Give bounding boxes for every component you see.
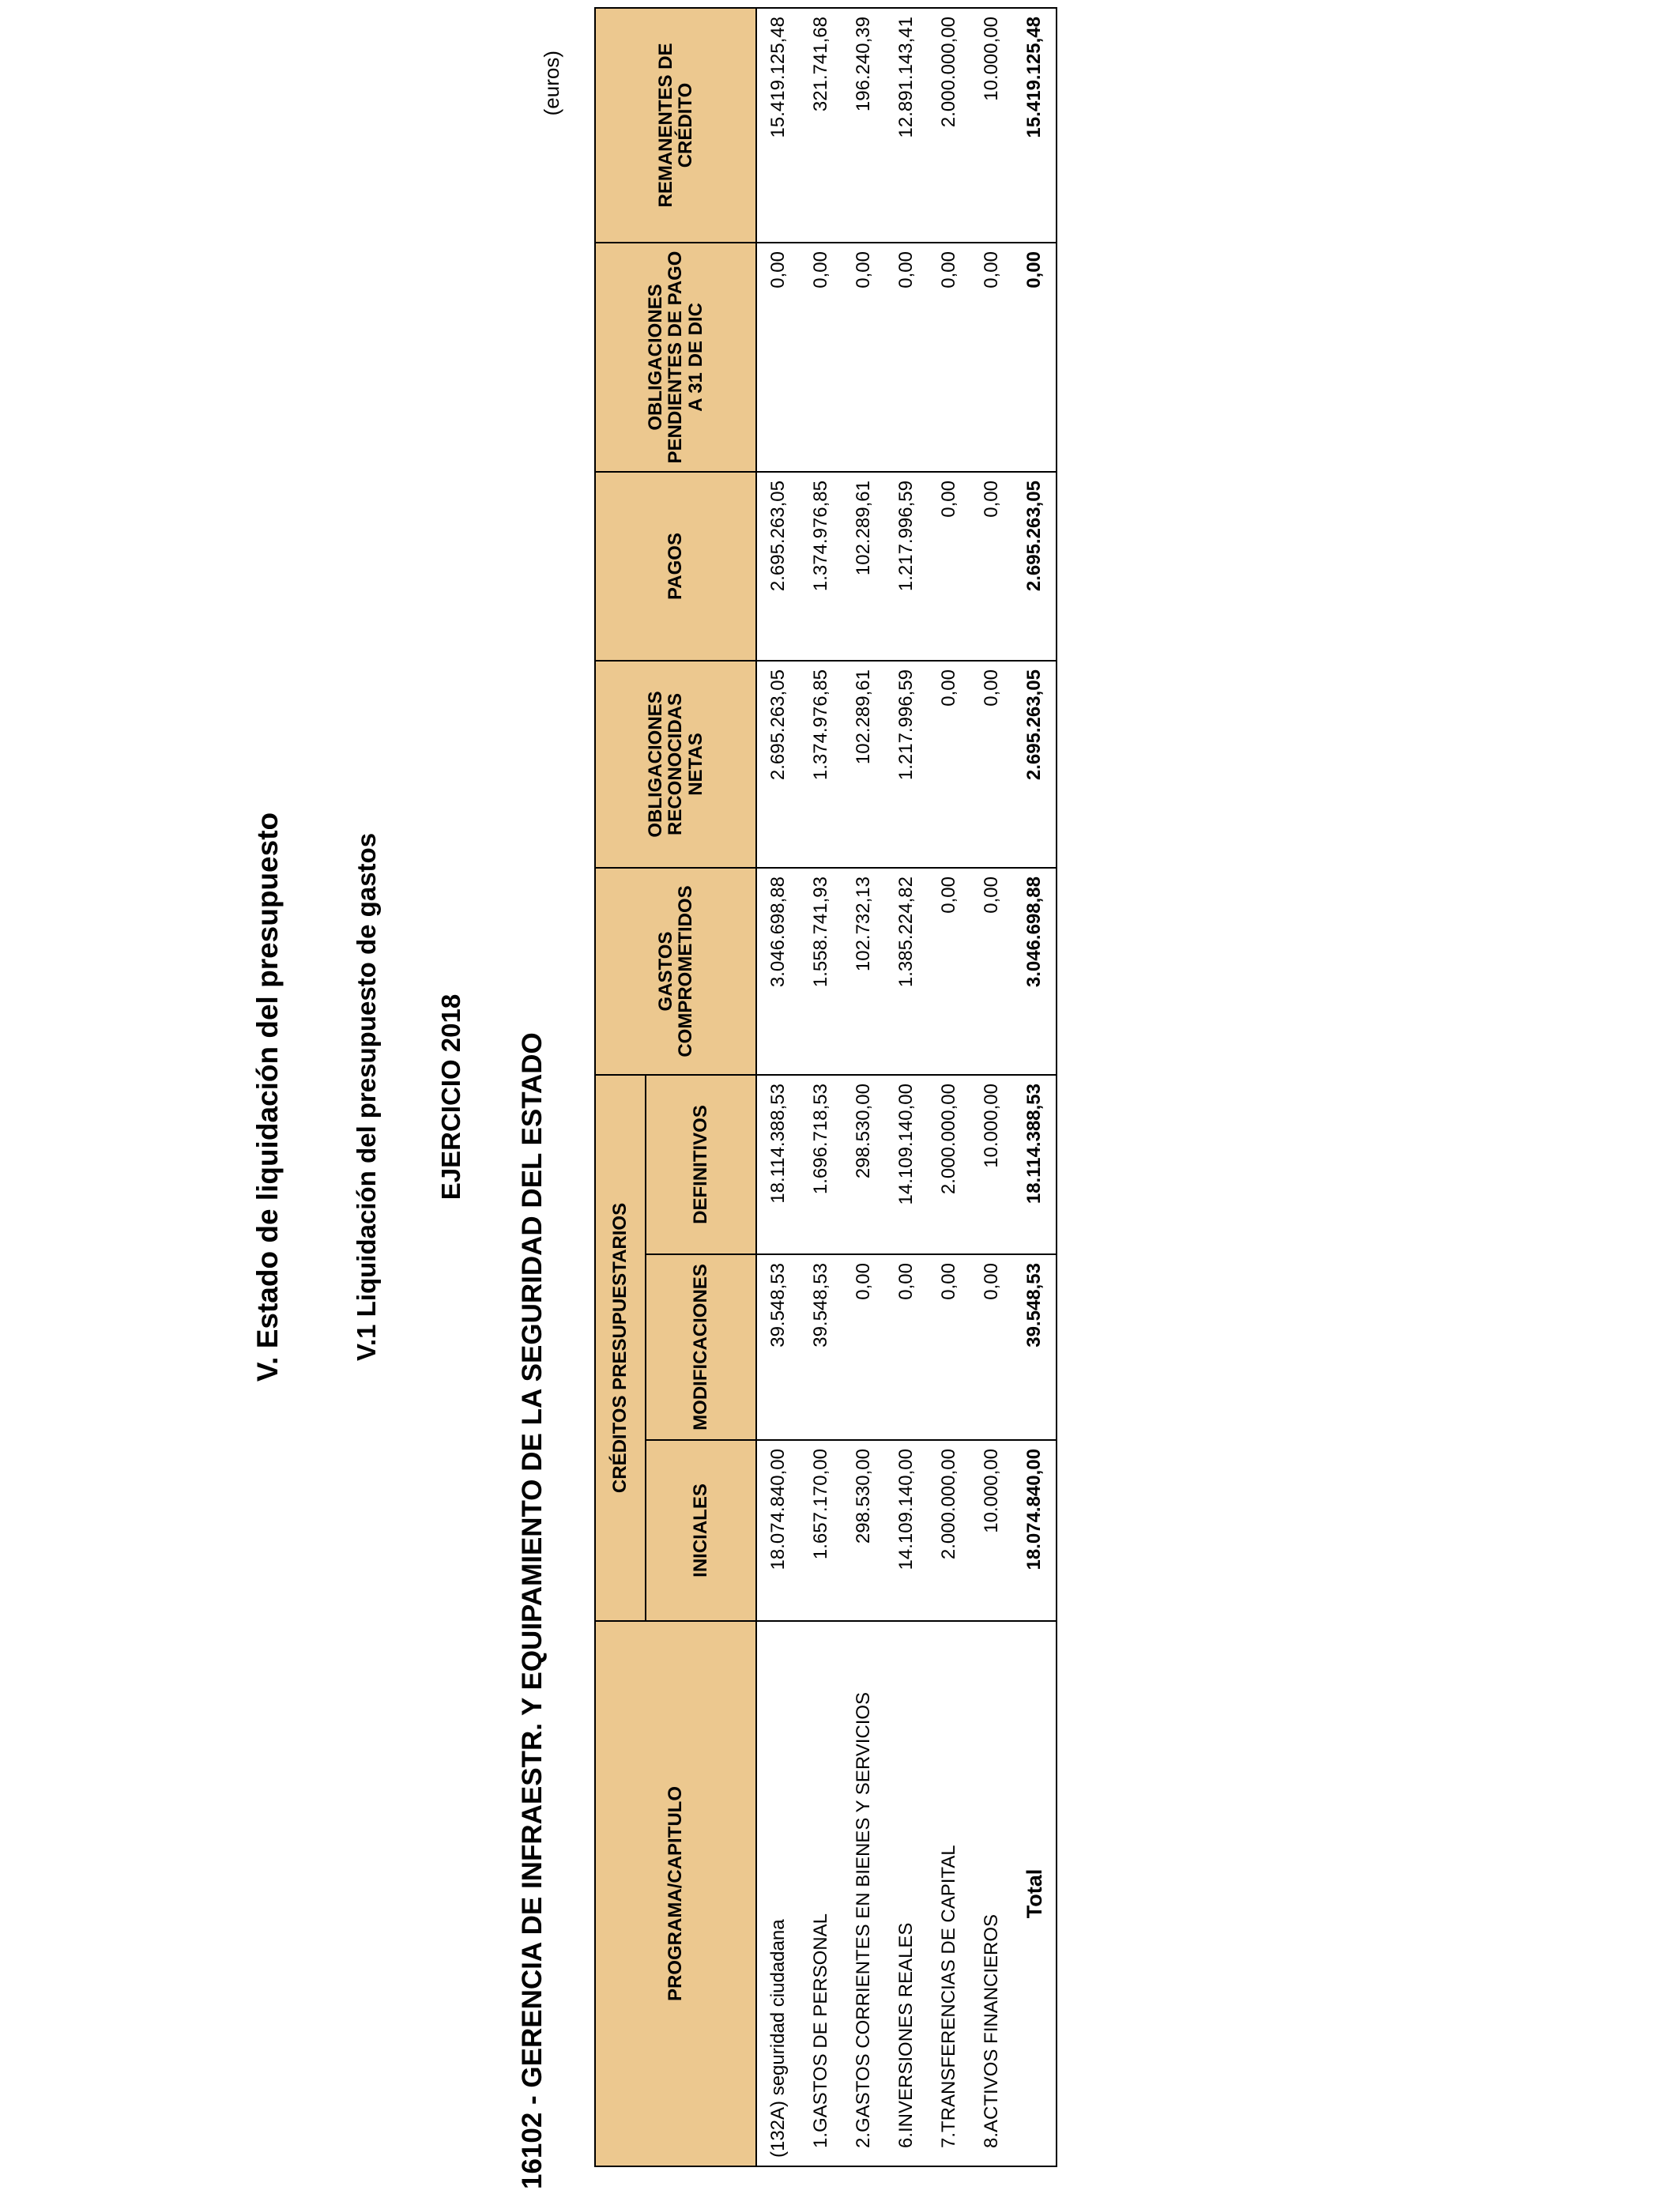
cell-comprometidos: 1.385.224,82 [885, 868, 928, 1075]
cell-pagos: 1.217.996,59 [885, 472, 928, 661]
header-comprometidos: GASTOS COMPROMETIDOS [595, 868, 756, 1075]
cell-pendientes: 0,00 [885, 243, 928, 472]
header-obligaciones: OBLIGACIONES RECONOCIDAS NETAS [595, 661, 756, 868]
cell-obligaciones: 102.289,61 [842, 661, 885, 868]
table-row [800, 8, 842, 2166]
total-comprometidos: 3.046.698,88 [1013, 868, 1057, 1075]
table-row [970, 8, 1013, 2166]
header-pagos: PAGOS [595, 472, 756, 661]
cell-comprometidos: 1.558.741,93 [800, 868, 842, 1075]
cell-definitivos: 18.114.388,53 [756, 1075, 800, 1254]
cell-modificaciones: 0,00 [842, 1254, 885, 1440]
header-pendientes: OBLIGACIONES PENDIENTES DE PAGO A 31 DE DIC [595, 243, 756, 472]
cell-pagos: 0,00 [970, 472, 1013, 661]
cell-iniciales: 18.074.840,00 [756, 1440, 800, 1621]
cell-pendientes: 0,00 [970, 243, 1013, 472]
cell-obligaciones: 2.695.263,05 [756, 661, 800, 868]
cell-obligaciones: 1.217.996,59 [885, 661, 928, 868]
cell-pagos: 0,00 [928, 472, 970, 661]
total-modificaciones: 39.548,53 [1013, 1254, 1057, 1440]
cell-modificaciones: 39.548,53 [756, 1254, 800, 1440]
cell-remanentes: 321.741,68 [800, 8, 842, 243]
cell-remanentes: 12.891.143,41 [885, 8, 928, 243]
cell-pendientes: 0,00 [928, 243, 970, 472]
cell-definitivos: 2.000.000,00 [928, 1075, 970, 1254]
cell-definitivos: 298.530,00 [842, 1075, 885, 1254]
cell-pagos: 2.695.263,05 [756, 472, 800, 661]
cell-iniciales: 1.657.170,00 [800, 1440, 842, 1621]
total-pagos: 2.695.263,05 [1013, 472, 1057, 661]
cell-definitivos: 1.696.718,53 [800, 1075, 842, 1254]
budget-table [594, 7, 1057, 2167]
cell-pendientes: 0,00 [842, 243, 885, 472]
row-label: 2.GASTOS CORRIENTES EN BIENES Y SERVICIOS [842, 1621, 885, 2166]
cell-obligaciones: 0,00 [970, 661, 1013, 868]
cell-comprometidos: 0,00 [928, 868, 970, 1075]
cell-modificaciones: 0,00 [885, 1254, 928, 1440]
header-definitivos: DEFINITIVOS [646, 1075, 756, 1254]
table-row [756, 8, 800, 2166]
total-label: Total [1013, 1621, 1057, 2166]
total-pendientes: 0,00 [1013, 243, 1057, 472]
currency-units: (euros) [540, 51, 563, 116]
report-title: V. Estado de liquidación del presupuesto [251, 812, 284, 1382]
cell-remanentes: 10.000,00 [970, 8, 1013, 243]
cell-iniciales: 298.530,00 [842, 1440, 885, 1621]
cell-remanentes: 196.240,39 [842, 8, 885, 243]
entity-heading: 16102 - GERENCIA DE INFRAESTR. Y EQUIPAMIENTO DE LA SEGURIDAD DEL ESTADO [517, 1032, 548, 2189]
cell-pagos: 1.374.976,85 [800, 472, 842, 661]
cell-pendientes: 0,00 [756, 243, 800, 472]
cell-obligaciones: 0,00 [928, 661, 970, 868]
header-iniciales: INICIALES [646, 1440, 756, 1621]
cell-pagos: 102.289,61 [842, 472, 885, 661]
report-subtitle: V.1 Liquidación del presupuesto de gastos [352, 832, 381, 1362]
row-label: 6.INVERSIONES REALES [885, 1621, 928, 2166]
cell-modificaciones: 0,00 [928, 1254, 970, 1440]
cell-modificaciones: 0,00 [970, 1254, 1013, 1440]
cell-obligaciones: 1.374.976,85 [800, 661, 842, 868]
exercise-year: EJERCICIO 2018 [436, 993, 465, 1201]
total-row [1013, 8, 1057, 2166]
row-label: (132A) seguridad ciudadana [756, 1621, 800, 2166]
cell-definitivos: 10.000,00 [970, 1075, 1013, 1254]
cell-comprometidos: 3.046.698,88 [756, 868, 800, 1075]
header-remanentes: REMANENTES DE CRÉDITO [595, 8, 756, 243]
total-remanentes: 15.419.125,48 [1013, 8, 1057, 243]
table-row [842, 8, 885, 2166]
row-label: 8.ACTIVOS FINANCIEROS [970, 1621, 1013, 2166]
cell-modificaciones: 39.548,53 [800, 1254, 842, 1440]
cell-remanentes: 15.419.125,48 [756, 8, 800, 243]
cell-definitivos: 14.109.140,00 [885, 1075, 928, 1254]
table-row [885, 8, 928, 2166]
header-modificaciones: MODIFICACIONES [646, 1254, 756, 1440]
cell-comprometidos: 0,00 [970, 868, 1013, 1075]
header-creditos-group: CRÉDITOS PRESUPUESTARIOS [595, 1075, 646, 1621]
total-iniciales: 18.074.840,00 [1013, 1440, 1057, 1621]
cell-iniciales: 10.000,00 [970, 1440, 1013, 1621]
cell-iniciales: 2.000.000,00 [928, 1440, 970, 1621]
cell-pendientes: 0,00 [800, 243, 842, 472]
cell-comprometidos: 102.732,13 [842, 868, 885, 1075]
cell-iniciales: 14.109.140,00 [885, 1440, 928, 1621]
cell-remanentes: 2.000.000,00 [928, 8, 970, 243]
total-obligaciones: 2.695.263,05 [1013, 661, 1057, 868]
row-label: 1.GASTOS DE PERSONAL [800, 1621, 842, 2166]
total-definitivos: 18.114.388,53 [1013, 1075, 1057, 1254]
row-label: 7.TRANSFERENCIAS DE CAPITAL [928, 1621, 970, 2166]
table-row [928, 8, 970, 2166]
header-programa: PROGRAMA/CAPITULO [595, 1621, 756, 2166]
